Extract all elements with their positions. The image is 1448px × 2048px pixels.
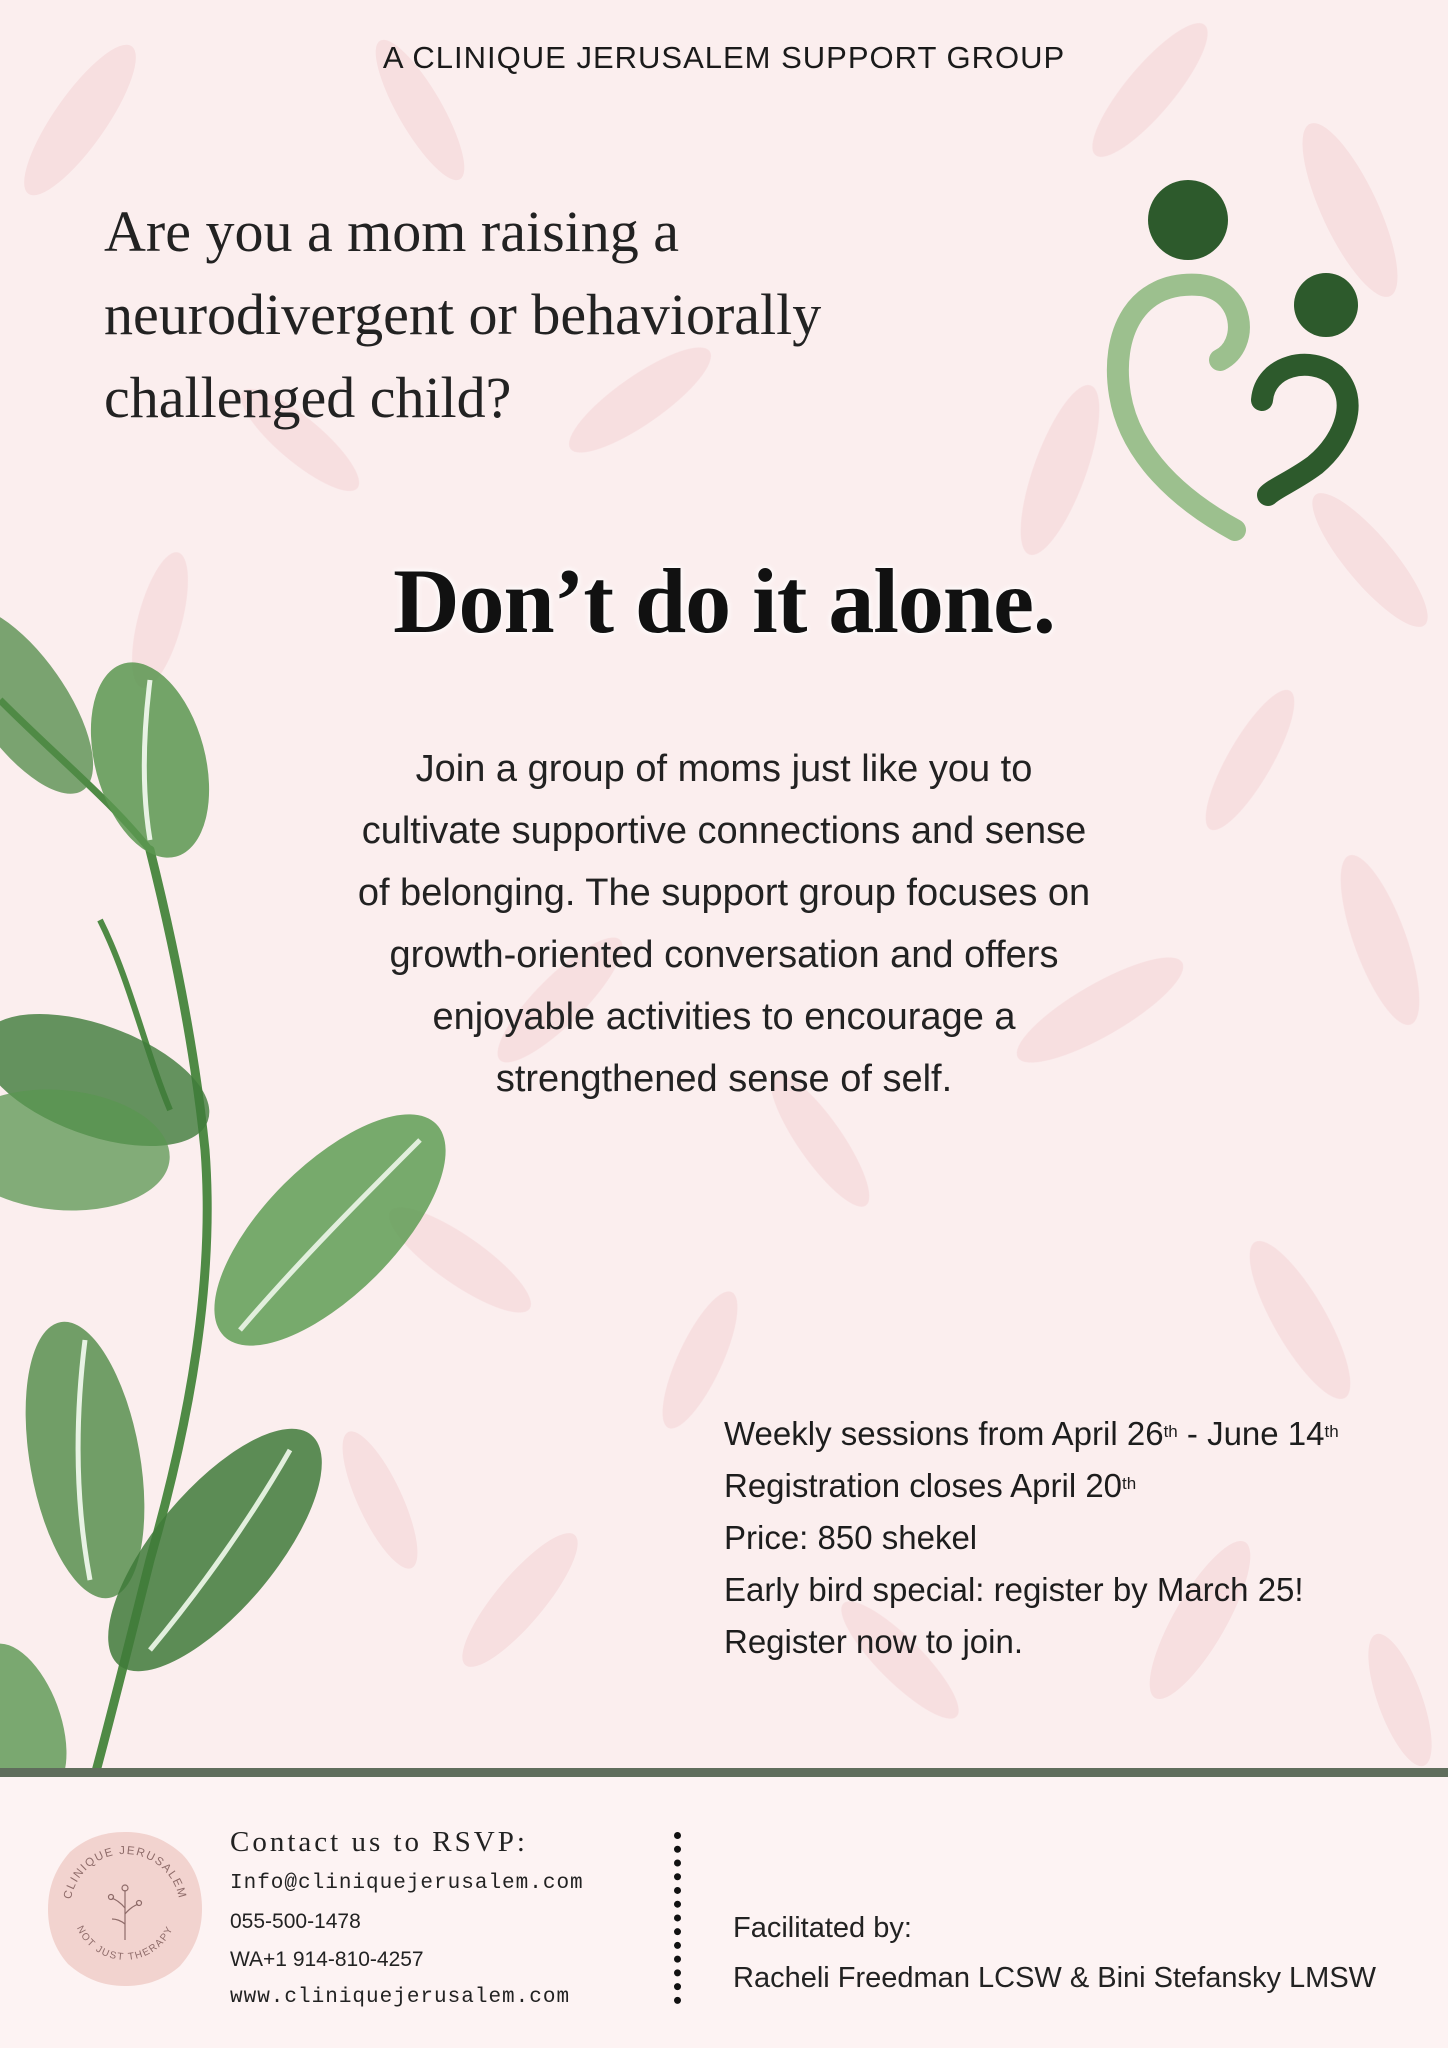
seal-bottom-text: NOT JUST THERAPY: [74, 1924, 176, 1963]
description-line: strengthened sense of self.: [495, 1058, 953, 1100]
contact-phone[interactable]: 055-500-1478: [230, 1910, 361, 1933]
group-kicker: A CLINIQUE JERUSALEM SUPPORT GROUP: [382, 40, 1066, 75]
question-heading: [104, 190, 1064, 439]
sessions-dates: Weekly sessions from April 26th - June 14th: [724, 1415, 1339, 1452]
facilitator-names: Racheli Freedman LCSW & Bini Stefansky LMSW: [733, 1962, 1377, 1994]
contact-heading: Contact us to RSVP:: [230, 1826, 528, 1858]
contact-website[interactable]: www.cliniquejerusalem.com: [230, 1986, 571, 2009]
contact-whatsapp[interactable]: WA+1 914-810-4257: [230, 1948, 424, 1971]
register-cta: Register now to join.: [724, 1623, 1023, 1660]
dotted-separator: [674, 1832, 689, 2004]
description-line: cultivate supportive connections and sense: [361, 810, 1087, 852]
price: Price: 850 shekel: [724, 1519, 978, 1556]
contact-block: [230, 1826, 584, 2017]
contact-email[interactable]: Info@cliniquejerusalem.com: [230, 1872, 584, 1895]
clinique-seal-logo: [44, 1828, 206, 1990]
description-paragraph: [280, 738, 1168, 1110]
question-line: challenged child?: [104, 365, 512, 430]
footer-divider: [0, 1768, 1448, 1777]
family-heart-logo: [1118, 180, 1358, 530]
early-bird-special: Early bird special: register by March 25!: [724, 1571, 1304, 1608]
session-details: [724, 1408, 1339, 1668]
facilitated-label: Facilitated by:: [733, 1912, 912, 1944]
headline: Don’t do it alone.: [393, 550, 1055, 652]
question-line: neurodivergent or behaviorally: [104, 282, 822, 347]
description-line: Join a group of moms just like you to: [415, 748, 1033, 790]
seal-top-text: CLINIQUE JERUSALEM: [61, 1844, 189, 1901]
registration-deadline: Registration closes April 20th: [724, 1467, 1137, 1504]
description-line: enjoyable activities to encourage a: [432, 996, 1016, 1038]
facilitators-block: [733, 1903, 1376, 2003]
question-line: Are you a mom raising a: [104, 199, 680, 264]
description-line: of belonging. The support group focuses on: [357, 872, 1091, 914]
description-line: growth-oriented conversation and offers: [389, 934, 1059, 976]
